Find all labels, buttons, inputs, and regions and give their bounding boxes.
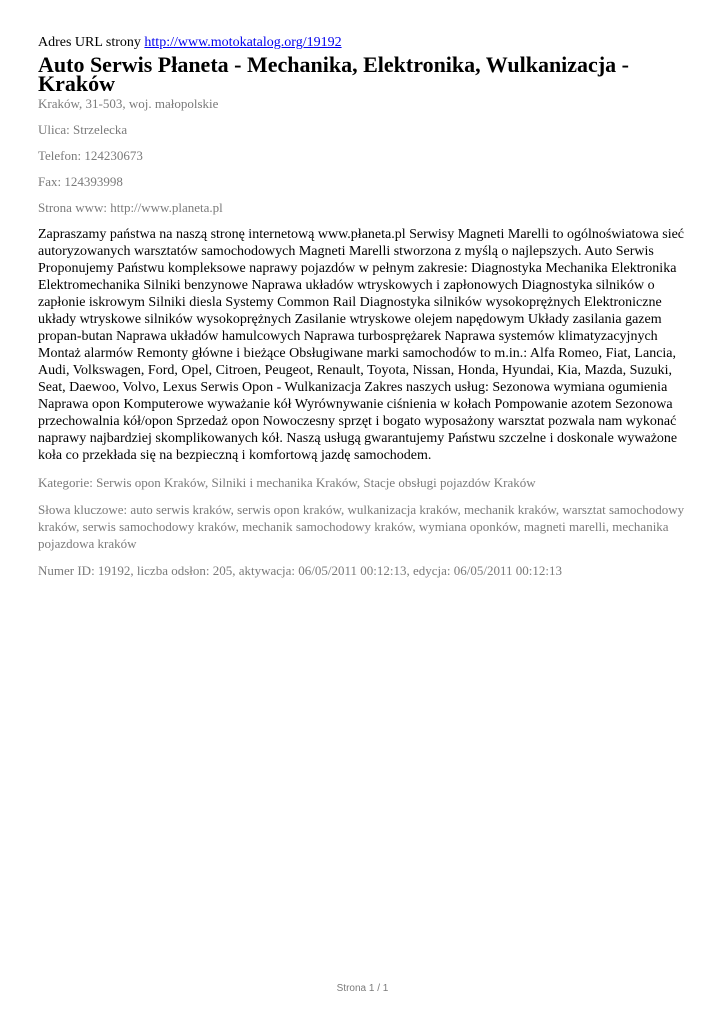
url-line [38, 34, 690, 51]
page-number: Strona 1 / 1 [336, 983, 389, 994]
url-label: Adres URL strony [38, 35, 141, 50]
street-text: Ulica: Strzelecka [38, 122, 128, 137]
categories-text: Kategorie: Serwis opon Kraków, Silniki i mechanika Kraków, Stacje obsługi pojazdów Kraków [38, 475, 536, 490]
keywords-text: Słowa kluczowe: auto serwis kraków, serwis opon kraków, wulkanizacja kraków, mechanik kraków, warsztat samochodowy kraków, serwis samochodowy kraków, mechanik samochodowy kraków, wymiana oponków, magneti marelli, mechanika pojazdowa kraków [38, 502, 685, 551]
location-text: Kraków, 31-503, woj. małopolskie [38, 96, 219, 111]
url-link[interactable]: http://www.motokatalog.org/19192 [144, 35, 342, 50]
record-info-text: Numer ID: 19192, liczba odsłon: 205, aktywacja: 06/05/2011 00:12:13, edycja: 06/05/2011 00:12:13 [38, 563, 563, 578]
fax-text: Fax: 124393998 [38, 174, 123, 189]
website-text: Strona www: http://www.planeta.pl [38, 200, 223, 215]
phone-text: Telefon: 124230673 [38, 148, 143, 163]
page-title: Auto Serwis Płaneta - Mechanika, Elektronika, Wulkanizacja - Kraków [38, 52, 629, 96]
document-page [38, 34, 690, 589]
description-text: Zapraszamy państwa na naszą stronę internetową www.płaneta.pl Serwisy Magneti Marelli to ogólnoświatowa sieć autoryzowanych warsztatów samochodowych Magneti Marelli stworzona z myślą o najlepszych. Auto Serwis Proponujemy Państwu kompleksowe naprawy pojazdów w pełnym zakresie: Diagnostyka Mechanika Elektronika Elektromechanika Silniki benzynowe Naprawa układów wtryskowych i zapłonowych Diagnostyka silników o zapłonie iskrowym Silniki diesla Systemy Common Rail Diagnostyka silników wysokoprężnych Elektroniczne układy wtryskowe silników wysokoprężnych Zasilanie wtryskowe olejem napędowym Układy zasilania gazem propan-butan Naprawa układów hamulcowych Naprawa turbosprężarek Naprawa systemów klimatyzacyjnych Montaż alarmów Remonty główne i bieżące Obsługiwane marki samochodów to m.in.: Alfa Romeo, Fiat, Lancia, Audi, Volkswagen, Ford, Opel, Citroen, Peugeot, Renault, Toyota, Nissan, Honda, Hyundai, Kia, Mazda, Suzuki, Seat, Daewoo, Volvo, Lexus Serwis Opon - Wulkanizacja Zakres naszych usług: Sezonowa wymiana ogumienia Naprawa opon Komputerowe wyważanie kół Wyrównywanie ciśnienia w kołach Pompowanie azotem Sezonowa przechowalnia kół/opon Sprzedaż opon Nowoczesny sprzęt i bogato wyposażony warsztat pozwala nam wykonać naprawy najbardziej skomplikowanych kół. Naszą usługą gwarantujemy Państwu szczelne i doskonale wyważone koła co przekłada się na bezpieczną i komfortową jazdę samochodem. [38, 227, 685, 463]
